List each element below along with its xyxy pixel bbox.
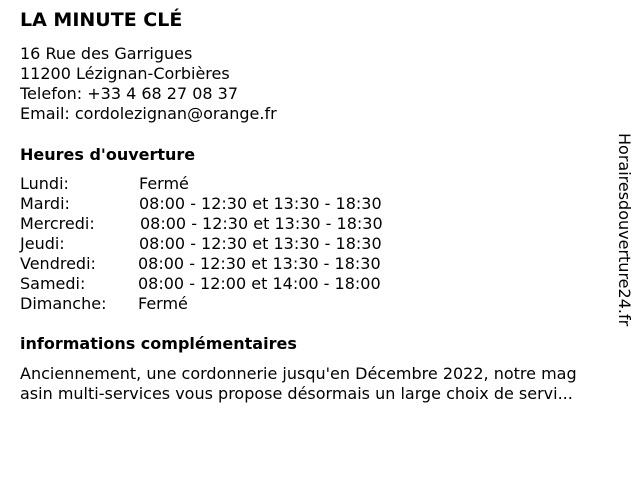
description-line: Anciennement, une cordonnerie jusqu'en Décembre 2022, notre mag (20, 364, 577, 383)
hours-row-friday (20, 254, 440, 274)
day-hours: Fermé (139, 174, 189, 193)
opening-hours-heading: Heures d'ouverture (20, 145, 196, 164)
contact-block (20, 44, 277, 124)
day-label: Mercredi: (20, 214, 95, 233)
day-label: Vendredi: (20, 254, 96, 273)
day-hours: 08:00 - 12:30 et 13:30 - 18:30 (139, 194, 382, 213)
phone-number: Telefon: +33 4 68 27 08 37 (20, 84, 239, 103)
additional-info-heading: informations complémentaires (20, 334, 297, 353)
day-hours: 08:00 - 12:30 et 13:30 - 18:30 (139, 234, 382, 253)
opening-hours-table (20, 174, 440, 314)
additional-info-text (20, 364, 625, 404)
description-line: asin multi-services vous propose désormais un large choix de servi... (20, 384, 573, 403)
hours-row-tuesday (20, 194, 440, 214)
hours-row-monday (20, 174, 440, 194)
address-city: 11200 Lézignan-Corbières (20, 64, 230, 83)
day-label: Dimanche: (20, 294, 107, 313)
hours-row-sunday (20, 294, 440, 314)
address-street: 16 Rue des Garrigues (20, 44, 193, 63)
hours-row-saturday (20, 274, 440, 294)
day-label: Lundi: (20, 174, 69, 193)
business-name: LA MINUTE CLÉ (20, 9, 183, 31)
day-hours: 08:00 - 12:00 et 14:00 - 18:00 (138, 274, 381, 293)
day-hours: Fermé (138, 294, 188, 313)
day-label: Jeudi: (20, 234, 65, 253)
email-address: Email: cordolezignan@orange.fr (20, 104, 277, 123)
day-label: Mardi: (20, 194, 70, 213)
day-hours: 08:00 - 12:30 et 13:30 - 18:30 (140, 214, 383, 233)
site-watermark: Horairesdouverture24.fr (615, 133, 634, 327)
hours-row-wednesday (20, 214, 440, 234)
day-label: Samedi: (20, 274, 86, 293)
day-hours: 08:00 - 12:30 et 13:30 - 18:30 (138, 254, 381, 273)
hours-row-thursday (20, 234, 440, 254)
